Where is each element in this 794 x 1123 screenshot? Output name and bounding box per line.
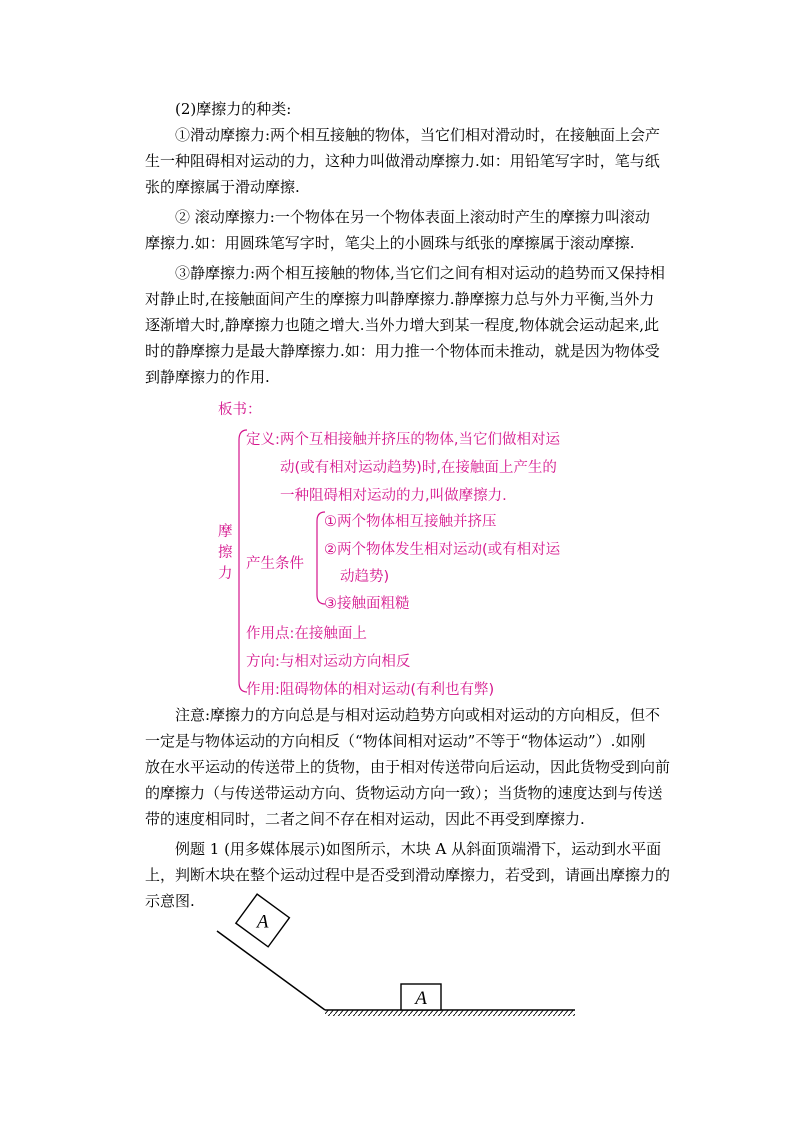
- board-condition-2-cont: 动趋势): [340, 569, 390, 585]
- block-floor-label: A: [415, 988, 427, 1009]
- board-root-label: 摩擦力: [218, 524, 233, 582]
- board-definition-line-2: 动(或有相对运动趋势)时,在接触面上产生的: [280, 460, 557, 476]
- static-friction-paragraph: ③静摩擦力:两个相互接触的物体,当它们之间有相对运动的趋势而又保持相 对静止时,在接触面间产生的摩擦力叫静摩擦力.静摩擦力总与外力平衡,当外力 逐渐增大时,静摩擦力也随之增大.当外力增大到某一程度,物体就会运动起来,此 时的静摩擦力是最大静摩擦力.如：用力推一个物体而未推动，就是因为物体受 到静摩擦力的作用.: [145, 264, 665, 386]
- section-title: (2)摩擦力的种类:: [175, 100, 292, 118]
- floor-hatching: [325, 1010, 575, 1016]
- board-conditions-label: 产生条件: [246, 556, 304, 572]
- rolling-friction-paragraph: ② 滚动摩擦力:一个物体在另一个物体表面上滚动时产生的摩擦力叫滚动 摩擦力.如：用圆珠笔写字时，笔尖上的小圆珠与纸张的摩擦属于滚动摩擦.: [145, 208, 650, 252]
- sliding-friction-paragraph: ①滑动摩擦力:两个相互接触的物体，当它们相对滑动时，在接触面上会产 生一种阻碍相对运动的力，这种力叫做滑动摩擦力.如：用铅笔写字时，笔与纸 张的摩擦属于滑动摩擦.: [145, 126, 661, 196]
- board-condition-3: ③接触面粗糙: [324, 596, 410, 612]
- block-on-floor: [401, 984, 441, 1010]
- block-on-incline: [236, 894, 290, 947]
- board-direction: 方向:与相对运动方向相反: [246, 654, 411, 670]
- board-definition-line-3: 一种阻碍相对运动的力,叫做摩擦力.: [280, 488, 507, 504]
- board-condition-2: ②两个物体发生相对运动(或有相对运: [324, 542, 561, 558]
- board-definition-line-1: 定义:两个互相接触并挤压的物体,当它们做相对运: [246, 432, 560, 448]
- example-paragraph: 例题 1 (用多媒体展示)如图所示，木块 A 从斜面顶端滑下，运动到水平面 上，判断木块在整个运动过程中是否受到滑动摩擦力，若受到，请画出摩擦力的 示意图.: [145, 840, 671, 910]
- board-condition-1: ①两个物体相互接触并挤压: [324, 514, 497, 530]
- board-point: 作用点:在接触面上: [246, 626, 367, 642]
- block-incline-label: A: [256, 911, 269, 933]
- board-heading: 板书：: [218, 402, 262, 418]
- board-effect: 作用:阻碍物体的相对运动(有利也有弊): [246, 682, 495, 698]
- note-paragraph: 注意:摩擦力的方向总是与相对运动趋势方向或相对运动的方向相反，但不 一定是与物体运动的方向相反（“物体间相对运动”不等于“物体运动”）.如刚 放在水平运动的传送带上的货物，由于相对传送带向后运动，因此货物受到向前 的摩擦力（与传送带运动方向、货物运动方向一致）；当货物的速度达到与传送 带的速度相同时，二者之间不存在相对运动，因此不再受到摩擦力.: [145, 706, 671, 828]
